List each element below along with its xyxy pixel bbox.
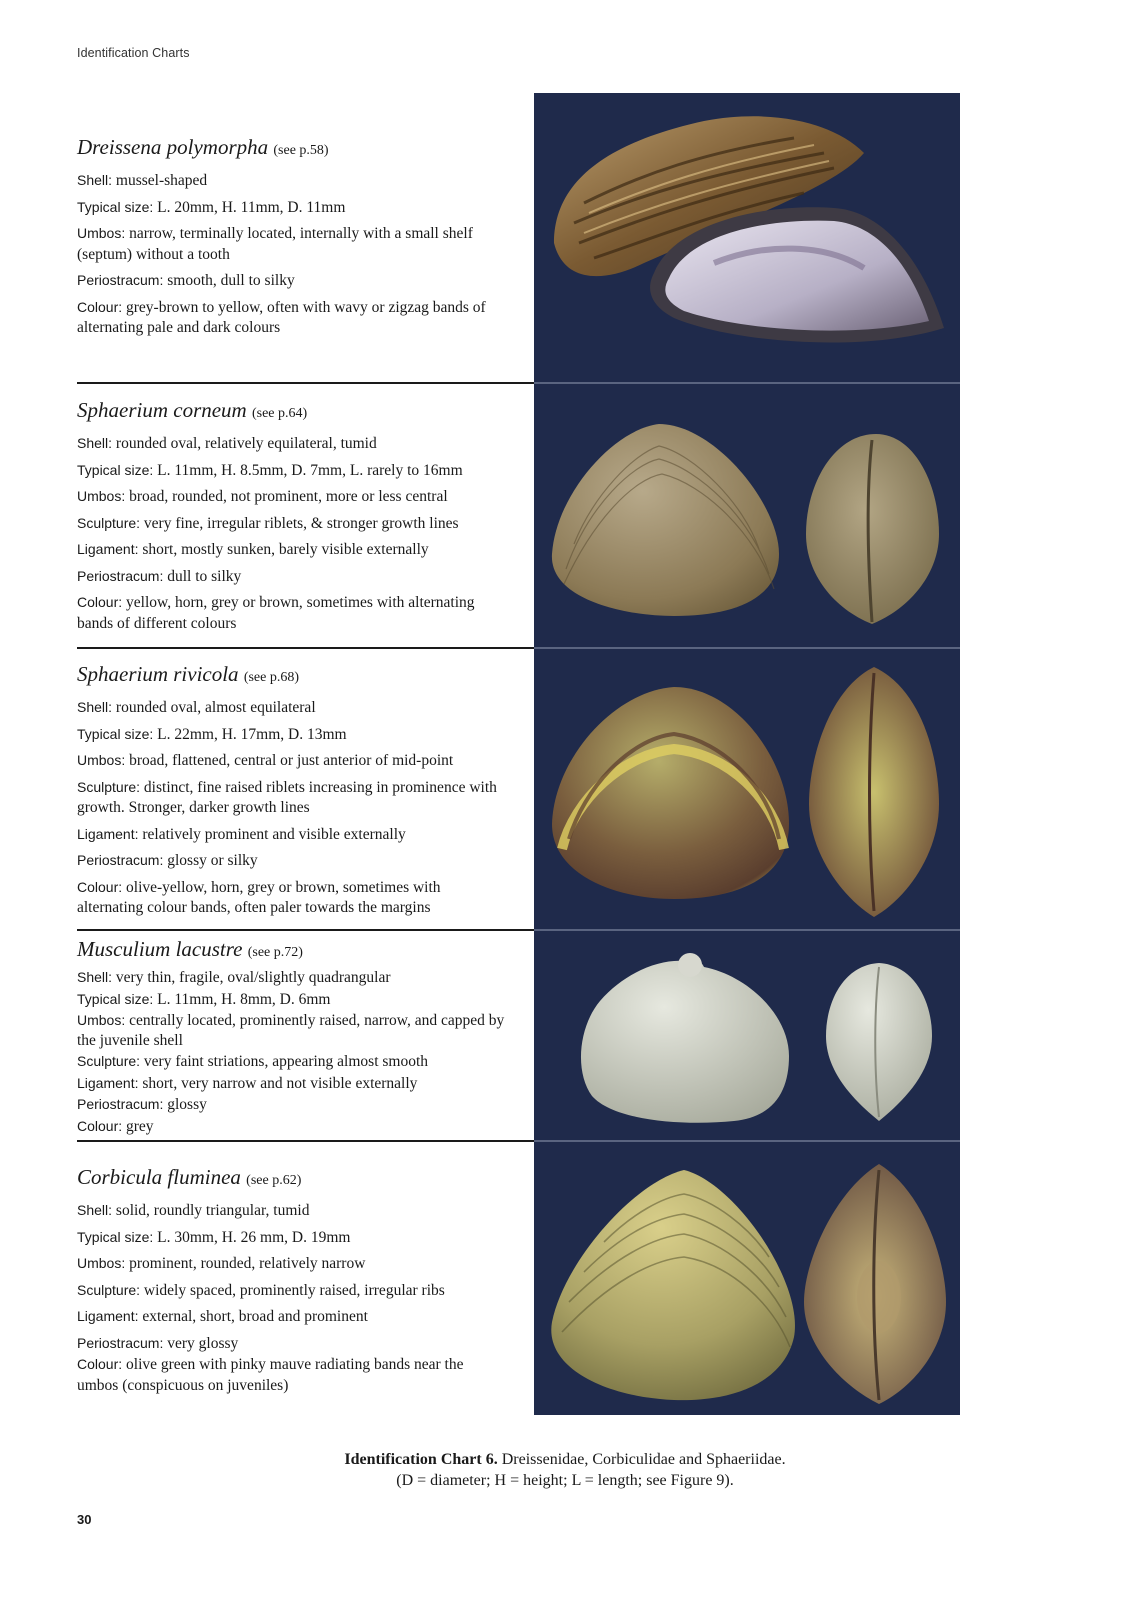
field-label: Ligament: [77,1074,139,1091]
field-value: olive-yellow, horn, grey or brown, sometimes with alternating colour bands, often paler towards the margins [77,878,441,916]
species-entry-musculium-lacustre [77,936,507,1138]
field-value: grey [126,1117,154,1135]
dreissena-shell-image [534,93,960,381]
species-entry-sphaerium-corneum [77,397,507,639]
field-label: Shell: [77,969,113,985]
species-name: Corbicula fluminea [77,1165,241,1189]
field-label: Umbos: [77,752,126,768]
musculium-lacustre-shell-image [534,931,960,1139]
field-label: Ligament: [77,1308,139,1324]
field-value: yellow, horn, grey or brown, sometimes with alternating bands of different colours [77,594,475,632]
page-reference: (see p.68) [243,670,300,685]
field-value: rounded oval, relatively equilateral, tumid [115,435,377,452]
field-value: smooth, dull to silky [167,272,295,289]
sphaerium-rivicola-shell-image [534,649,960,928]
sphaerium-corneum-shell-image [534,384,960,646]
caption-label: Identification Chart 6. [344,1451,498,1468]
page-number: 30 [77,1512,92,1527]
field-label: Periostracum: [77,567,164,584]
field-label: Typical size: [77,990,154,1007]
field-label: Colour: [77,1117,123,1134]
field-label: Umbos: [77,1012,126,1028]
field-value: very faint striations, appearing almost smooth [143,1053,429,1070]
field-label: Umbos: [77,488,126,504]
field-value: broad, flattened, central or just anterior of mid-point [129,752,454,769]
field-label: Typical size: [77,725,154,742]
page-reference: (see p.62) [246,1173,302,1188]
field-value: very fine, irregular riblets, & stronger growth lines [143,514,459,532]
section-divider [77,647,534,649]
species-entry-sphaerium-rivicola [77,661,507,924]
field-label: Colour: [77,1356,123,1372]
species-title [77,397,507,427]
field-label: Shell: [77,1202,113,1218]
species-title [77,661,507,691]
field-label: Colour: [77,298,123,315]
caption-line-1 [0,1449,1130,1470]
field-value: short, very narrow and not visible externally [142,1074,418,1092]
field-value: L. 22mm, H. 17mm, D. 13mm [157,725,347,743]
corbicula-fluminea-shell-image [534,1142,960,1415]
species-title [77,134,507,164]
field-value: distinct, fine raised riblets increasing in prominence with growth. Stronger, darker growth lines [77,778,497,816]
caption-line-2: (D = diameter; H = height; L = length; see Figure 9). [396,1472,734,1489]
field-label: Periostracum: [77,1334,164,1351]
field-value: glossy or silky [167,852,258,869]
field-value: rounded oval, almost equilateral [115,699,316,716]
field-label: Sculpture: [77,1281,141,1298]
field-value: grey-brown to yellow, often with wavy or zigzag bands of alternating pale and dark colours [77,298,486,336]
field-label: Umbos: [77,225,126,241]
field-value: prominent, rounded, relatively narrow [129,1255,366,1272]
field-label: Colour: [77,594,123,610]
section-divider [77,382,534,384]
species-name: Sphaerium corneum [77,398,247,422]
field-value: glossy [167,1096,207,1113]
species-name: Sphaerium rivicola [77,662,239,686]
field-value: L. 20mm, H. 11mm, D. 11mm [157,198,346,216]
field-value: broad, rounded, not prominent, more or less central [129,488,448,505]
field-label: Colour: [77,878,123,895]
field-label: Sculpture: [77,1053,141,1069]
species-title [77,1164,507,1194]
field-value: very glossy [167,1334,239,1352]
running-header: Identification Charts [77,46,190,60]
field-value: very thin, fragile, oval/slightly quadrangular [115,969,391,986]
species-entry-corbicula-fluminea [77,1164,507,1401]
field-label: Ligament: [77,825,139,842]
field-value: L. 30mm, H. 26 mm, D. 19mm [157,1228,351,1246]
field-value: centrally located, prominently raised, narrow, and capped by the juvenile shell [77,1012,505,1049]
caption-text: Dreissenidae, Corbiculidae and Sphaeriidae. [501,1451,786,1468]
field-label: Shell: [77,699,113,715]
field-value: widely spaced, prominently raised, irregular ribs [143,1281,445,1299]
species-entry-dreissena [77,134,507,344]
field-label: Periostracum: [77,272,164,288]
field-label: Typical size: [77,198,154,215]
field-label: Sculpture: [77,778,141,795]
field-value: short, mostly sunken, barely visible externally [142,541,429,558]
field-value: dull to silky [167,567,242,585]
figure-caption [0,1449,1130,1491]
field-label: Shell: [77,172,113,188]
species-name: Dreissena polymorpha [77,135,269,159]
page-reference: (see p.58) [273,143,329,158]
field-value: olive green with pinky mauve radiating bands near the umbos (conspicuous on juveniles) [77,1356,464,1394]
field-label: Periostracum: [77,852,164,868]
field-value: mussel-shaped [115,172,208,189]
field-value: relatively prominent and visible externally [142,825,406,843]
field-value: L. 11mm, H. 8.5mm, D. 7mm, L. rarely to 16mm [157,461,463,479]
field-value: narrow, terminally located, internally with a small shelf (septum) without a tooth [77,225,473,263]
field-value: L. 11mm, H. 8mm, D. 6mm [157,990,331,1008]
field-label: Periostracum: [77,1096,164,1112]
section-divider [77,929,534,931]
field-label: Typical size: [77,461,154,478]
species-name: Musculium lacustre [77,937,243,961]
field-label: Ligament: [77,541,139,557]
field-label: Sculpture: [77,514,141,531]
field-label: Shell: [77,435,113,451]
species-title [77,936,507,966]
page-reference: (see p.72) [247,945,303,960]
field-label: Umbos: [77,1255,126,1271]
page-reference: (see p.64) [251,406,308,421]
section-divider [77,1140,534,1142]
field-value: solid, roundly triangular, tumid [115,1202,310,1219]
field-label: Typical size: [77,1228,154,1245]
field-value: external, short, broad and prominent [142,1308,368,1325]
